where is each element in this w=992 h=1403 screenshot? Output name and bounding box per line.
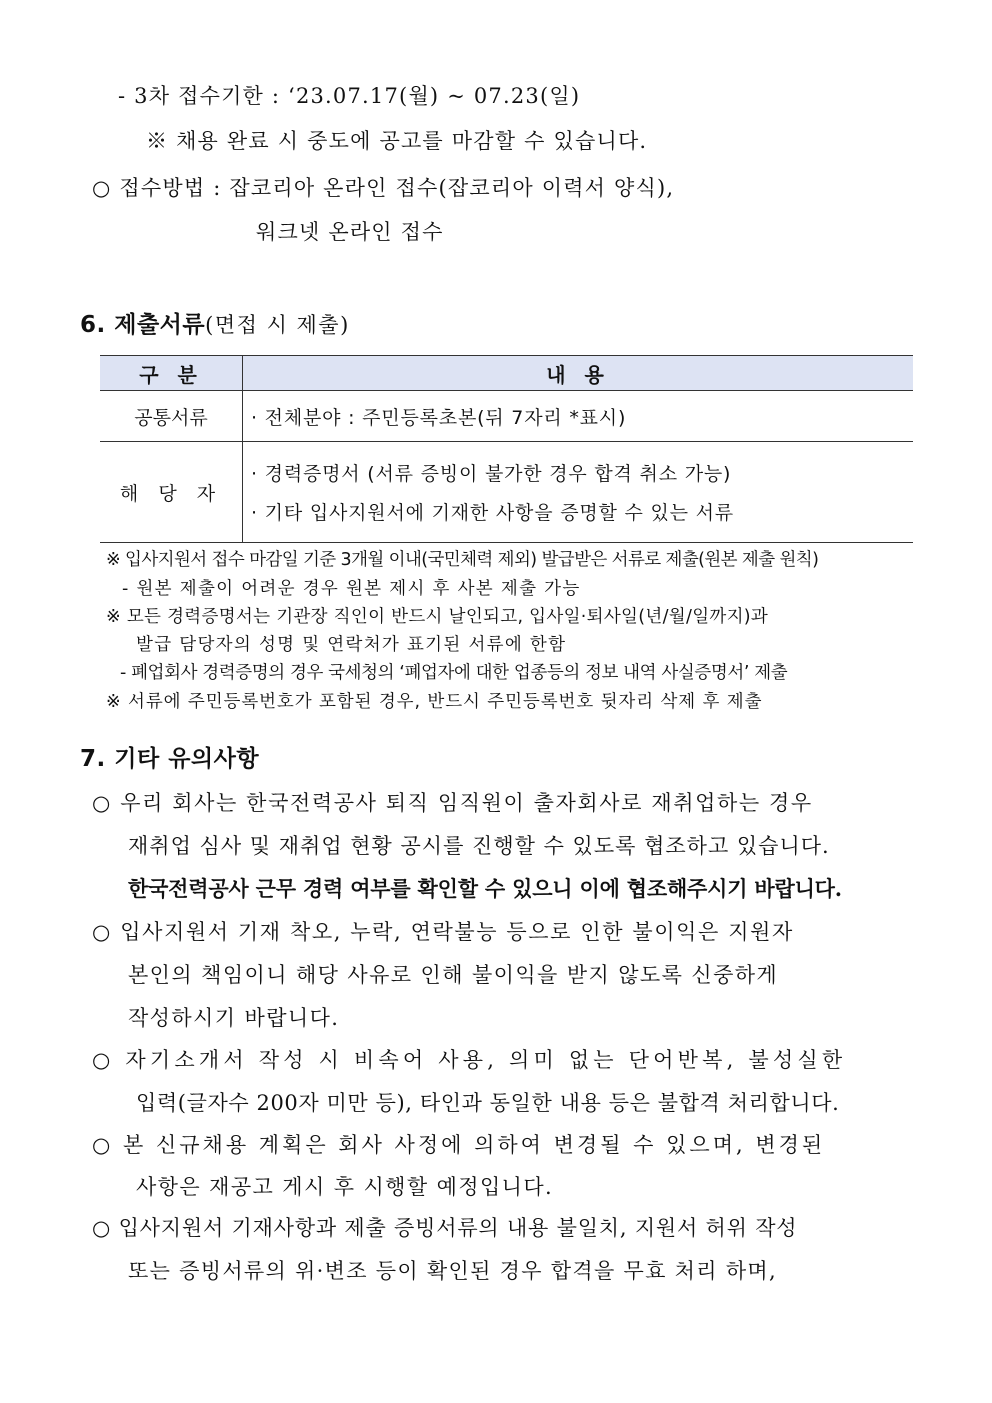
table-row <box>100 442 913 543</box>
row-content: · 전체분야 : 주민등록초본(뒤 7자리 *표시) <box>243 391 914 442</box>
notice-1-line-1: ○ 우리 회사는 한국전력공사 퇴직 임직원이 출자회사로 재취업하는 경우 <box>92 791 813 815</box>
notice-5-line-2: 또는 증빙서류의 위·변조 등이 확인된 경우 합격을 무효 처리 하며, <box>128 1259 777 1283</box>
documents-table <box>100 355 913 543</box>
row-item: · 경력증명서 (서류 증빙이 불가한 경우 합격 취소 가능) <box>251 463 732 485</box>
header-content: 내 용 <box>243 356 914 391</box>
note-2-sub: - 폐업회사 경력증명의 경우 국세청의 ‘폐업자에 대한 업종등의 정보 내역 사실증명서’ 제출 <box>120 663 788 683</box>
method-line-1: ○ 접수방법 : 잡코리아 온라인 접수(잡코리아 이력서 양식), <box>92 176 675 200</box>
section-6-title: 6. 제출서류 <box>80 312 206 338</box>
note-2: ※ 모든 경력증명서는 기관장 직인이 반드시 날인되고, 입사일·퇴사일(년/월/일까지)과 <box>106 607 769 627</box>
notice-1-line-3: 한국전력공사 근무 경력 여부를 확인할 수 있으니 이에 협조해주시기 바랍니다. <box>128 876 842 901</box>
notice-4-line-2: 사항은 재공고 게시 후 시행할 예정입니다. <box>136 1175 554 1199</box>
row-category: 해 당 자 <box>100 442 243 543</box>
note-1: ※ 입사지원서 접수 마감일 기준 3개월 이내(국민체력 제외) 발급받은 서류로 제출(원본 제출 원칙) <box>106 550 819 570</box>
row-category: 공통서류 <box>100 391 243 442</box>
section-6-heading <box>80 306 350 339</box>
notice-4-line-1: ○ 본 신규채용 계획은 회사 사정에 의하여 변경될 수 있으며, 변경된 <box>92 1133 826 1157</box>
deadline-note: ※ 채용 완료 시 중도에 공고를 마감할 수 있습니다. <box>146 129 648 153</box>
note-1-sub: - 원본 제출이 어려운 경우 원본 제시 후 사본 제출 가능 <box>122 579 581 599</box>
notice-3-line-1: ○ 자기소개서 작성 시 비속어 사용, 의미 없는 단어반복, 불성실한 <box>92 1048 847 1072</box>
table-header-row <box>100 356 913 391</box>
deadline-3rd: - 3차 접수기한 : ‘23.07.17(월) ~ 07.23(일) <box>118 84 581 108</box>
notice-2-line-2: 본인의 책임이니 해당 사유로 인해 불이익을 받지 않도록 신중하게 <box>128 963 779 987</box>
table-row <box>100 391 913 442</box>
notice-2-line-3: 작성하시기 바랍니다. <box>128 1006 340 1030</box>
section-6-subtitle: (면접 시 제출) <box>205 313 350 337</box>
row-content <box>243 442 914 543</box>
section-7-title: 7. 기타 유의사항 <box>80 746 260 772</box>
method-line-2: 워크넷 온라인 접수 <box>256 220 444 244</box>
notice-1-line-2: 재취업 심사 및 재취업 현황 공시를 진행할 수 있도록 협조하고 있습니다. <box>128 834 830 858</box>
notice-5-line-1: ○ 입사지원서 기재사항과 제출 증빙서류의 내용 불일치, 지원서 허위 작성 <box>92 1216 798 1240</box>
notice-3-line-2: 입력(글자수 200자 미만 등), 타인과 동일한 내용 등은 불합격 처리합니다. <box>136 1091 840 1115</box>
header-category: 구 분 <box>100 356 243 391</box>
notice-2-line-1: ○ 입사지원서 기재 착오, 누락, 연락불능 등으로 인한 불이익은 지원자 <box>92 920 794 944</box>
note-3: ※ 서류에 주민등록번호가 포함된 경우, 반드시 주민등록번호 뒷자리 삭제 후 제출 <box>106 692 763 712</box>
row-item: · 기타 입사지원서에 기재한 사항을 증명할 수 있는 서류 <box>251 502 734 524</box>
note-2-cont: 발급 담당자의 성명 및 연락처가 표기된 서류에 한함 <box>136 635 567 655</box>
